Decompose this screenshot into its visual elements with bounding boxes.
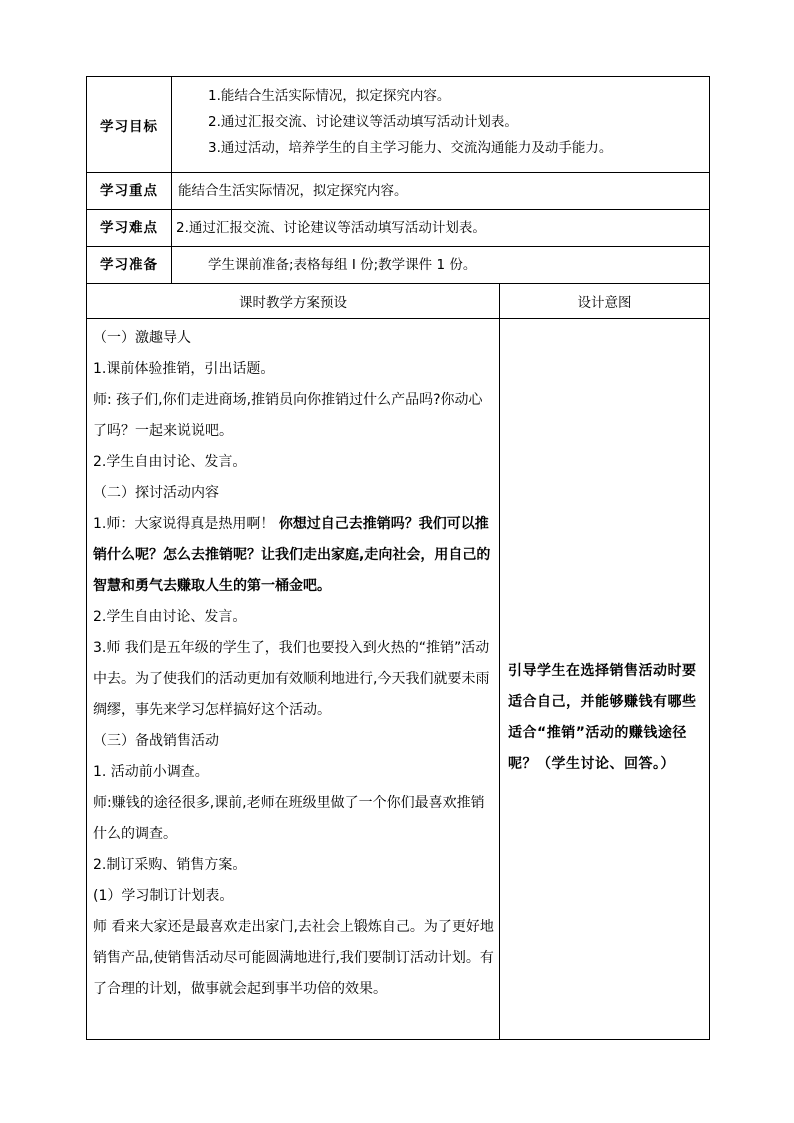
plan-bold-text: 你想过自己去推销吗？我们可以推销什么呢？怎么去推销呢？让我们走出家庭,走向社会，用自己的智慧和勇气去赚取人生的第一桶金吧。 xyxy=(93,516,491,594)
plan-paragraph: 师: 孩子们,你们走进商场,推销员向你推销过什么产品吗?你动心了吗？一起来说说吧。 xyxy=(93,392,483,439)
lesson-plan-table xyxy=(86,76,710,1040)
plan-paragraph: (1）学习制订计划表。 xyxy=(93,888,234,904)
plan-section-3-title: （三）备战销售活动 xyxy=(93,733,219,749)
plan-content xyxy=(87,319,500,1040)
preparation-text: 学生课前准备;表格每组 I 份;教学课件 1 份。 xyxy=(172,247,710,284)
goal-item-3: 3.通过活动，培养学生的自主学习能力、交流沟通能力及动手能力。 xyxy=(208,140,613,156)
preparation-label: 学习准备 xyxy=(87,247,172,284)
design-header: 设计意图 xyxy=(500,284,710,319)
plan-paragraph: 1.课前体验推销，引出话题。 xyxy=(93,361,275,377)
plan-section-2-title: （二）探讨活动内容 xyxy=(93,485,219,501)
plan-header: 课时教学方案预设 xyxy=(87,284,500,319)
plan-paragraph: 2.学生自由讨论、发言。 xyxy=(93,454,247,470)
plan-paragraph: 2.学生自由讨论、发言。 xyxy=(93,609,247,625)
goal-row xyxy=(87,77,710,173)
lesson-plan-sheet xyxy=(86,76,709,1040)
key-point-label: 学习重点 xyxy=(87,173,172,210)
plan-paragraph: 师:赚钱的途径很多,课前,老师在班级里做了一个你们最喜欢推销什么的调查。 xyxy=(93,795,485,842)
plan-section-1-title: （一）激趣导人 xyxy=(93,330,191,346)
design-note: 引导学生在选择销售活动时要适合自己，并能够赚钱有哪些适合“推销”活动的赚钱途径呢？（学生讨论、回答。） xyxy=(508,663,697,772)
goal-item-1: 1.能结合生活实际情况，拟定探究内容。 xyxy=(208,88,451,104)
difficulty-row xyxy=(87,210,710,247)
goal-item-2: 2.通过汇报交流、讨论建议等活动填写活动计划表。 xyxy=(208,114,518,130)
plan-paragraph: 2.制订采购、销售方案。 xyxy=(93,857,247,873)
difficulty-label: 学习难点 xyxy=(87,210,172,247)
content-row xyxy=(87,319,710,1040)
key-point-row xyxy=(87,173,710,210)
plan-paragraph: 1. 活动前小调查。 xyxy=(93,764,209,780)
plan-paragraph: 师 看来大家还是最喜欢走出家门,去社会上锻炼自己。为了更好地销售产品,使销售活动尽可能圆满地进行,我们要制订活动计划。有了合理的计划，做事就会起到事半功倍的效果。 xyxy=(93,919,494,997)
goal-list xyxy=(172,77,710,173)
difficulty-text: 2.通过汇报交流、讨论建议等活动填写活动计划表。 xyxy=(172,210,710,247)
plan-text: 1.师：大家说得真是热用啊！ xyxy=(93,516,275,532)
section-header-row xyxy=(87,284,710,319)
plan-paragraph xyxy=(93,509,495,602)
plan-paragraph: 3.师 我们是五年级的学生了，我们也要投入到火热的“推销”活动中去。为了使我们的活动更加有效顺利地进行,今天我们就要未雨绸缪，事先来学习怎样搞好这个活动。 xyxy=(93,640,490,718)
key-point-text: 能结合生活实际情况，拟定探究内容。 xyxy=(172,173,710,210)
goal-label: 学习目标 xyxy=(87,77,172,173)
design-content xyxy=(500,319,710,1040)
preparation-row xyxy=(87,247,710,284)
